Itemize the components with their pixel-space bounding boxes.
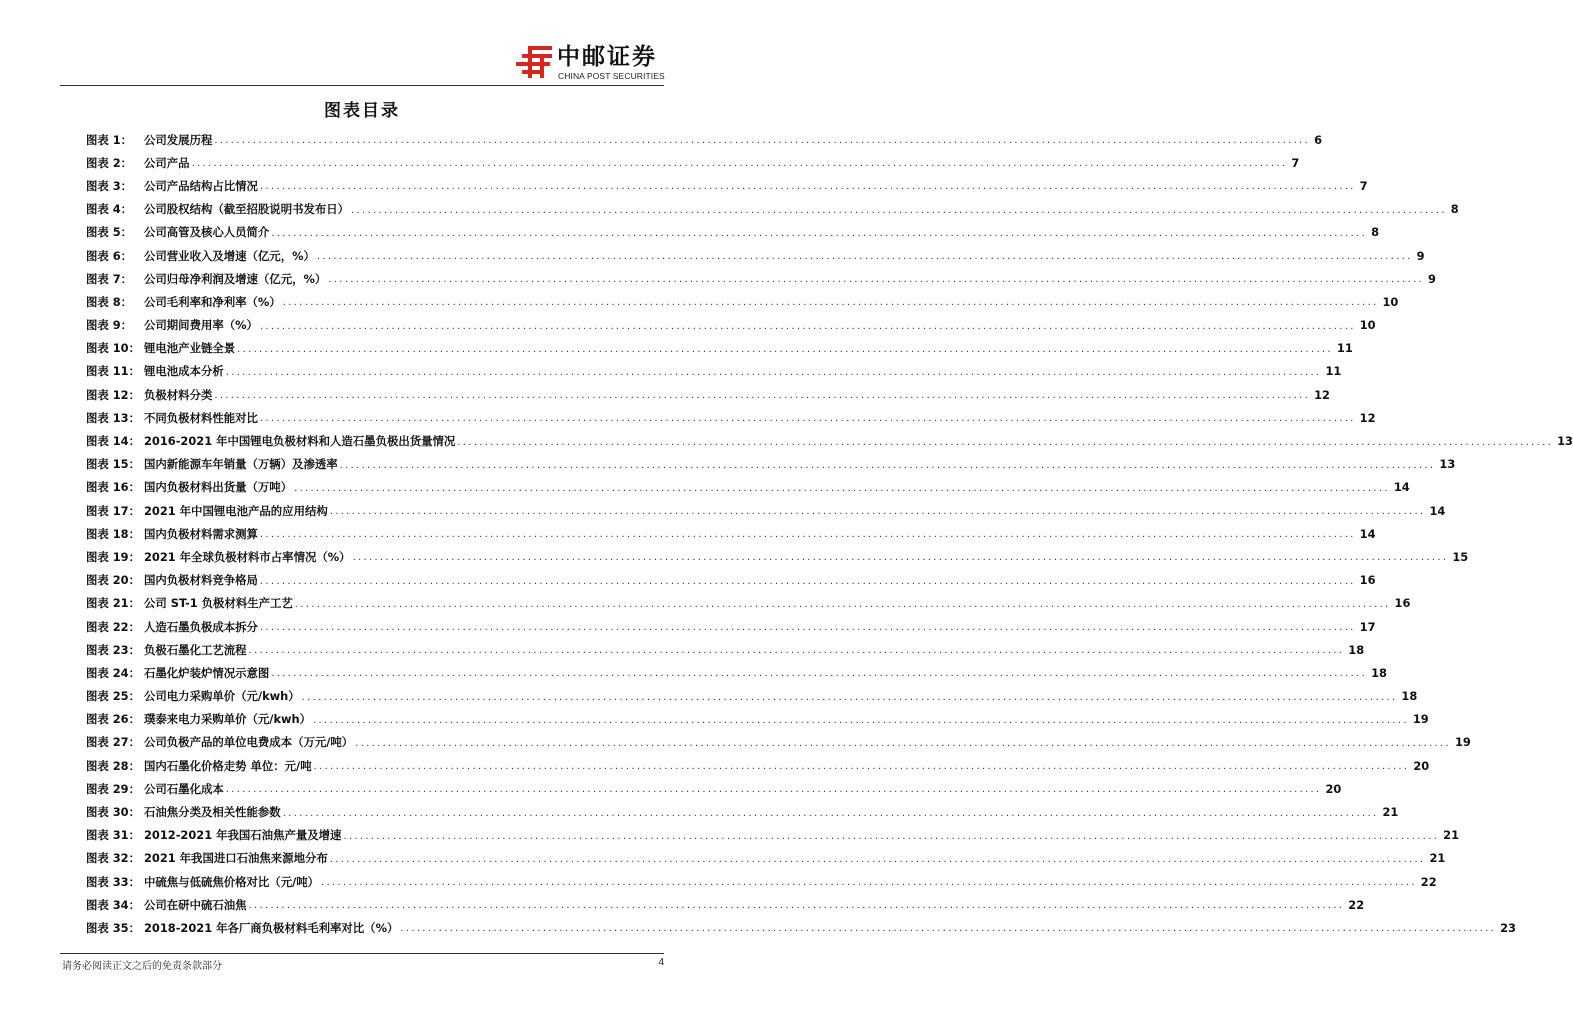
toc-entry-page: 22 <box>1348 897 1365 912</box>
toc-entry-title: 2021 年全球负极材料市占率情况（%） <box>144 549 351 564</box>
toc-entry-title: 2016-2021 年中国锂电负极材料和人造石墨负极出货量情况 <box>144 434 456 449</box>
toc-entry-title: 公司在研中硫石油焦 <box>144 897 247 912</box>
toc-entry-title: 国内负极材料需求测算 <box>144 526 258 541</box>
toc-entry[interactable] <box>86 244 1425 267</box>
toc-entry-title: 公司营业收入及增速（亿元，%） <box>144 248 315 263</box>
toc-entry-page: 10 <box>1359 318 1376 333</box>
toc-entry-title: 国内负极材料竞争格局 <box>144 573 258 588</box>
toc-entry-page: 22 <box>1420 874 1437 889</box>
toc-entry-page: 20 <box>1325 781 1342 796</box>
toc-entry[interactable] <box>86 592 1411 615</box>
toc-entry[interactable] <box>86 661 1387 684</box>
toc-entry-page: 16 <box>1359 573 1376 588</box>
toc-entry-label: 图表 1： <box>86 132 133 147</box>
toc-entry-page: 8 <box>1371 225 1379 240</box>
toc-dot-leader: ........................................................................................................................................................................................................ <box>400 923 1497 935</box>
toc-dot-leader: ........................................................................................................................................................................................................ <box>301 691 1398 703</box>
toc-entry[interactable] <box>86 198 1459 221</box>
china-post-logo-icon <box>514 44 554 80</box>
toc-dot-leader: ........................................................................................................................................................................................................ <box>329 506 1426 518</box>
toc-entry-label: 图表 18： <box>86 526 140 541</box>
toc-entry-page: 13 <box>1557 434 1573 449</box>
toc-entry-page: 21 <box>1429 851 1446 866</box>
toc-entry-title: 公司电力采购单价（元/kwh） <box>144 689 300 704</box>
toc-entry-title: 不同负极材料性能对比 <box>144 410 258 425</box>
toc-entry-title: 2021 年我国进口石油焦来源地分布 <box>144 851 328 866</box>
toc-entry-page: 7 <box>1359 178 1368 193</box>
toc-dot-leader: ........................................................................................................................................................................................................ <box>457 436 1554 448</box>
toc-entry-label: 图表 35： <box>86 920 140 935</box>
toc-entry-page: 17 <box>1359 619 1376 634</box>
toc-entry[interactable] <box>86 429 1573 452</box>
toc-entry-page: 19 <box>1412 712 1429 727</box>
toc-entry-title: 负极石墨化工艺流程 <box>144 642 247 657</box>
toc-dot-leader: ........................................................................................................................................................................................................ <box>352 552 1449 564</box>
toc-dot-leader: ........................................................................................................................................................................................................ <box>237 343 1333 355</box>
toc-entry[interactable] <box>86 267 1436 290</box>
toc-dot-leader: ........................................................................................................................................................................................................ <box>339 459 1436 471</box>
toc-entry-label: 图表 26： <box>86 712 140 727</box>
toc-dot-leader: ........................................................................................................................................................................................................ <box>282 297 1379 309</box>
toc-entry-title: 石墨化炉装炉情况示意图 <box>144 665 270 680</box>
toc-entry-label: 图表 16： <box>86 480 140 495</box>
toc-entry-title: 公司归母净利润及增速（亿元，%） <box>144 271 327 286</box>
toc-entry-label: 图表 13： <box>86 410 140 425</box>
toc-dot-leader: ........................................................................................................................................................................................................ <box>328 274 1425 286</box>
toc-entry-title: 公司期间费用率（%） <box>144 318 258 333</box>
toc-entry[interactable] <box>86 383 1330 406</box>
toc-dot-leader: ........................................................................................................................................................................................................ <box>321 877 1417 889</box>
toc-entry-label: 图表 4： <box>86 202 133 217</box>
toc-entry-label: 图表 23： <box>86 642 140 657</box>
toc-entry-label: 图表 29： <box>86 781 140 796</box>
toc-entry-label: 图表 9： <box>86 318 133 333</box>
toc-entry-label: 图表 12： <box>86 387 140 402</box>
toc-entry-label: 图表 2： <box>86 155 133 170</box>
toc-entry-page: 10 <box>1382 294 1399 309</box>
brand-name-cn: 中邮证券 <box>557 44 657 70</box>
toc-entry-label: 图表 31： <box>86 828 140 843</box>
toc-entry-title: 2021 年中国锂电池产品的应用结构 <box>144 503 328 518</box>
toc-entry-label: 图表 5： <box>86 225 133 240</box>
header-divider <box>60 85 664 86</box>
toc-entry[interactable] <box>86 314 1376 337</box>
toc-entry-page: 11 <box>1336 341 1353 356</box>
toc-entry-page: 7 <box>1291 155 1300 170</box>
toc-entry-page: 20 <box>1413 758 1430 773</box>
toc-entry-label: 图表 17： <box>86 503 140 518</box>
toc-entry-page: 14 <box>1359 526 1376 541</box>
footer-divider <box>60 953 664 954</box>
toc-entry[interactable] <box>86 545 1469 568</box>
toc-entry-page: 12 <box>1314 387 1330 402</box>
toc-entry-title: 公司负极产品的单位电费成本（万元/吨） <box>144 735 354 750</box>
toc-entry[interactable] <box>86 870 1437 893</box>
toc-entry-label: 图表 30： <box>86 805 140 820</box>
toc-entry[interactable] <box>86 847 1446 870</box>
toc-dot-leader: ........................................................................................................................................................................................................ <box>355 737 1451 749</box>
toc-entry[interactable] <box>86 406 1376 429</box>
toc-entry-label: 图表 11： <box>86 364 140 379</box>
toc-entry-label: 图表 7： <box>86 271 133 286</box>
toc-entry-label: 图表 32： <box>86 851 140 866</box>
toc-dot-leader: ........................................................................................................................................................................................................ <box>248 900 1345 912</box>
toc-entry-page: 12 <box>1359 410 1376 425</box>
toc-entry[interactable] <box>86 569 1376 592</box>
toc-dot-leader: ........................................................................................................................................................................................................ <box>259 413 1356 425</box>
toc-entry[interactable] <box>86 476 1410 499</box>
toc-dot-leader: ........................................................................................................................................................................................................ <box>282 807 1379 819</box>
toc-entry-title: 国内新能源车年销量（万辆）及渗透率 <box>144 457 338 472</box>
toc-entry[interactable] <box>86 360 1342 383</box>
toc-entry-page: 15 <box>1452 549 1469 564</box>
toc-entry-title: 负极材料分类 <box>144 387 213 402</box>
toc-dot-leader: ........................................................................................................................................................................................................ <box>313 761 1410 773</box>
toc-dot-leader: ........................................................................................................................................................................................................ <box>316 251 1413 263</box>
toc-entry-title: 国内石墨化价格走势 单位：元/吨 <box>144 758 312 773</box>
toc-entry-page: 9 <box>1416 248 1425 263</box>
toc-entry-label: 图表 14： <box>86 434 140 449</box>
toc-entry-label: 图表 8： <box>86 294 133 309</box>
toc-dot-leader: ........................................................................................................................................................................................................ <box>294 598 1391 610</box>
toc-dot-leader: ........................................................................................................................................................................................................ <box>271 668 1368 680</box>
disclaimer-note: 请务必阅读正文之后的免责条款部分 <box>62 961 222 972</box>
toc-entry-label: 图表 25： <box>86 689 140 704</box>
toc-entry-page: 6 <box>1314 132 1323 147</box>
toc-entry[interactable] <box>86 754 1430 777</box>
toc-dot-leader: ........................................................................................................................................................................................................ <box>225 784 1322 796</box>
toc-entry[interactable] <box>86 128 1323 151</box>
toc-entry-label: 图表 10： <box>86 341 140 356</box>
toc-entry-page: 14 <box>1429 503 1446 518</box>
toc-entry[interactable] <box>86 499 1446 522</box>
toc-entry-page: 19 <box>1454 735 1471 750</box>
toc-dot-leader: ........................................................................................................................................................................................................ <box>351 204 1447 216</box>
toc-dot-leader: ........................................................................................................................................................................................................ <box>271 227 1368 239</box>
toc-entry-page: 9 <box>1428 271 1436 286</box>
toc-entry[interactable] <box>86 824 1460 847</box>
toc-dot-leader: ........................................................................................................................................................................................................ <box>225 366 1322 378</box>
toc-dot-leader: ........................................................................................................................................................................................................ <box>329 853 1426 865</box>
toc-entry-page: 8 <box>1450 202 1459 217</box>
toc-entry-page: 21 <box>1382 805 1399 820</box>
toc-dot-leader: ........................................................................................................................................................................................................ <box>191 158 1288 170</box>
toc-entry-title: 2018-2021 年各厂商负极材料毛利率对比（%） <box>144 920 399 935</box>
toc-entry-title: 璞泰来电力采购单价（元/kwh） <box>144 712 312 727</box>
toc-dot-leader: ........................................................................................................................................................................................................ <box>214 390 1311 402</box>
toc-entry-title: 公司股权结构（截至招股说明书发布日） <box>144 202 350 217</box>
toc-entry-page: 13 <box>1439 457 1456 472</box>
toc-entry[interactable] <box>86 522 1376 545</box>
toc-entry-title: 锂电池成本分析 <box>144 364 224 379</box>
toc-entry-label: 图表 22： <box>86 619 140 634</box>
toc-entry-page: 18 <box>1348 642 1365 657</box>
toc-entry-label: 图表 27： <box>86 735 140 750</box>
toc-entry[interactable] <box>86 337 1353 360</box>
page-number: 4 <box>658 957 664 968</box>
toc-entry-label: 图表 19： <box>86 549 140 564</box>
toc-entry-title: 2012-2021 年我国石油焦产量及增速 <box>144 828 342 843</box>
toc-entry[interactable] <box>86 777 1342 800</box>
toc-entry-title: 公司石墨化成本 <box>144 781 224 796</box>
toc-entry[interactable] <box>86 638 1365 661</box>
toc-entry[interactable] <box>86 615 1376 638</box>
toc-entry-title: 公司发展历程 <box>144 132 213 147</box>
toc-entry-page: 18 <box>1401 689 1418 704</box>
toc-entry[interactable] <box>86 731 1471 754</box>
toc-entry[interactable] <box>86 221 1379 244</box>
toc-dot-leader: ........................................................................................................................................................................................................ <box>259 529 1356 541</box>
toc-entry[interactable] <box>86 174 1368 197</box>
toc-entry[interactable] <box>86 800 1399 823</box>
toc-entry-label: 图表 15： <box>86 457 140 472</box>
toc-dot-leader: ........................................................................................................................................................................................................ <box>248 645 1345 657</box>
toc-entry[interactable] <box>86 916 1516 939</box>
toc-entry-title: 国内负极材料出货量（万吨） <box>144 480 293 495</box>
toc-entry-title: 中硫焦与低硫焦价格对比（元/吨） <box>144 874 320 889</box>
toc-entry-label: 图表 21： <box>86 596 140 611</box>
brand-name-en: CHINA POST SECURITIES <box>558 71 665 81</box>
toc-entry-page: 23 <box>1500 920 1516 935</box>
toc-entry[interactable] <box>86 151 1300 174</box>
toc-entry-page: 18 <box>1371 665 1387 680</box>
toc-dot-leader: ........................................................................................................................................................................................................ <box>294 482 1390 494</box>
toc-entry-page: 14 <box>1393 480 1410 495</box>
page-title: 图表目录 <box>324 101 400 121</box>
toc-entry-page: 11 <box>1325 364 1342 379</box>
toc-entry-label: 图表 28： <box>86 758 140 773</box>
toc-entry-label: 图表 3： <box>86 178 133 193</box>
toc-dot-leader: ........................................................................................................................................................................................................ <box>343 830 1440 842</box>
toc-dot-leader: ........................................................................................................................................................................................................ <box>313 714 1409 726</box>
figure-index-list <box>86 128 1573 940</box>
toc-entry[interactable] <box>86 453 1456 476</box>
toc-entry-label: 图表 20： <box>86 573 140 588</box>
toc-dot-leader: ........................................................................................................................................................................................................ <box>259 622 1356 634</box>
page-header <box>0 0 724 88</box>
toc-entry-title: 锂电池产业链全景 <box>144 341 236 356</box>
toc-entry[interactable] <box>86 685 1418 708</box>
toc-entry-title: 公司 ST-1 负极材料生产工艺 <box>144 596 293 611</box>
toc-entry[interactable] <box>86 893 1365 916</box>
toc-entry-title: 公司产品结构占比情况 <box>144 178 258 193</box>
toc-entry-label: 图表 34： <box>86 897 140 912</box>
toc-entry-title: 公司高管及核心人员简介 <box>144 225 270 240</box>
toc-entry-page: 21 <box>1443 828 1460 843</box>
toc-entry-title: 公司产品 <box>144 155 190 170</box>
toc-entry-title: 人造石墨负极成本拆分 <box>144 619 258 634</box>
toc-entry-page: 16 <box>1394 596 1411 611</box>
toc-entry-title: 石油焦分类及相关性能参数 <box>144 805 281 820</box>
toc-entry[interactable] <box>86 708 1429 731</box>
toc-dot-leader: ........................................................................................................................................................................................................ <box>259 320 1356 332</box>
toc-entry-label: 图表 33： <box>86 874 140 889</box>
toc-entry-title: 公司毛利率和净利率（%） <box>144 294 281 309</box>
toc-entry[interactable] <box>86 290 1399 313</box>
toc-dot-leader: ........................................................................................................................................................................................................ <box>259 181 1356 193</box>
toc-entry-label: 图表 6： <box>86 248 133 263</box>
toc-dot-leader: ........................................................................................................................................................................................................ <box>214 135 1311 147</box>
toc-entry-label: 图表 24： <box>86 665 140 680</box>
toc-dot-leader: ........................................................................................................................................................................................................ <box>259 575 1356 587</box>
